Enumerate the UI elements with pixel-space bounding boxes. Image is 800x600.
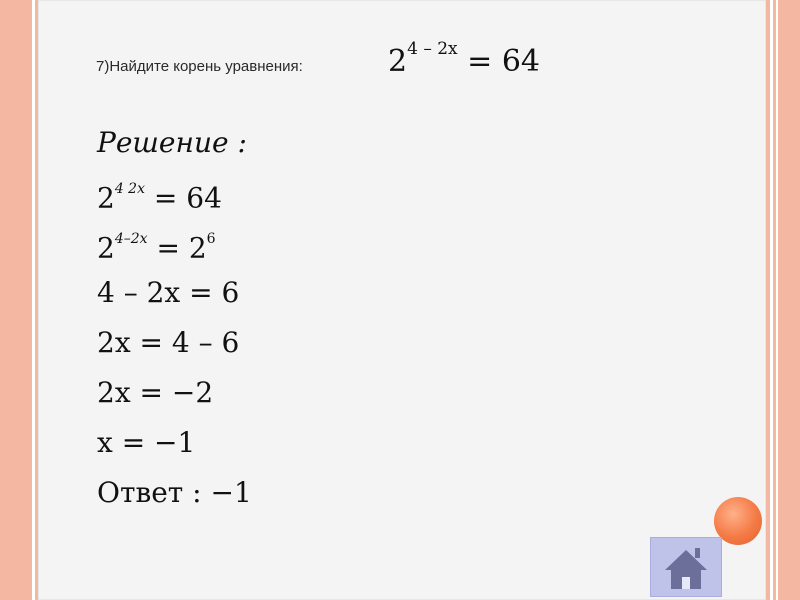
solution-line-1-base: 2 xyxy=(97,181,115,215)
solution-line-6: x = −1 xyxy=(97,426,196,459)
solution-line-4: 2x = 4 – 6 xyxy=(97,326,240,359)
right-frame-line-inner xyxy=(776,0,778,600)
solution-line-2 xyxy=(97,218,252,268)
equation-exponent: 4 – 2x xyxy=(407,39,458,59)
solution-block xyxy=(97,118,252,518)
solution-line-1-exponent: 4 2x xyxy=(114,181,145,197)
home-icon xyxy=(651,538,721,596)
solution-line-2-base: 2 xyxy=(97,231,115,265)
solution-line-3: 4 – 2x = 6 xyxy=(97,276,240,309)
task-text: 7)Найдите корень уравнения: xyxy=(96,58,303,75)
solution-line-5: 2x = −2 xyxy=(97,376,214,409)
home-button[interactable] xyxy=(650,537,722,597)
solution-line-2-rhs: = 2 xyxy=(156,231,207,265)
left-frame-line xyxy=(32,0,35,600)
solution-line-1-rhs: = 64 xyxy=(153,181,222,215)
solution-line-1 xyxy=(97,168,252,218)
solution-line-2-rhs-exponent: 6 xyxy=(206,231,216,247)
solution-heading: Решение : xyxy=(97,126,247,159)
right-frame-line xyxy=(770,0,773,600)
solution-answer: Ответ : −1 xyxy=(97,476,252,509)
equation-rhs: = 64 xyxy=(467,44,541,79)
solution-line-2-exponent: 4–2x xyxy=(114,231,148,247)
task-equation xyxy=(388,39,541,79)
equation-base: 2 xyxy=(388,44,408,79)
